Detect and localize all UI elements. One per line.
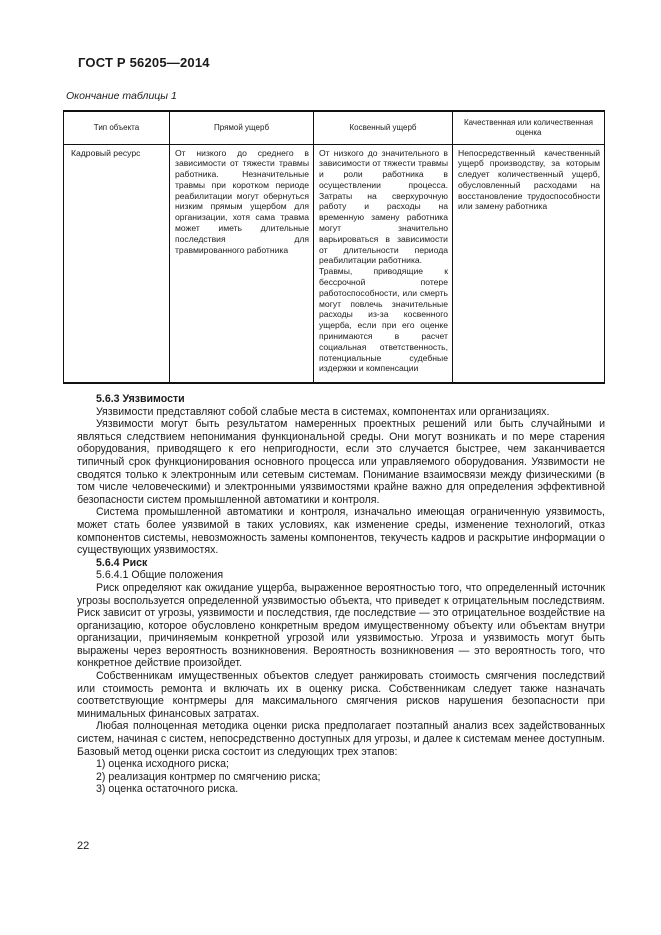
cell-object-type: Кадровый ресурс [64,144,170,383]
risk-stage-item-3: 3) оценка остаточного риска. [96,783,239,796]
page-number: 22 [77,840,90,852]
section-heading-5-6-3: 5.6.3 Уязвимости [96,393,185,405]
paragraph-risk-methodology: Любая полноценная методика оценки риска предполагает поэтапный анализ всех задействованных систем, начиная с систем, непосредственно доступных для угрозы, и далее к системам менее доступным. Базовый метод оценки риска состоит из следующих трех этапов: [77,720,605,758]
paragraph-system-vulnerability-conditions: Система промышленной автоматики и контроля, изначально имеющая ограниченную уязвимость, может стать более уязвимой в таких условиях, как изменение среды, изменение технологий, отказ компонентов системы, невозможность замены компонентов, текучесть кадров и раскрытие информации о существующих уязвимостях. [77,506,605,557]
cell-indirect-damage [314,144,453,383]
risk-stage-item-1: 1) оценка исходного риска; [96,758,229,771]
table-header-row [64,111,605,144]
damage-assessment-table [63,110,605,384]
section-heading-5-6-4-1: 5.6.4.1 Общие положения [96,569,224,582]
column-header-object-type: Тип объекта [64,111,170,144]
document-body [77,393,605,796]
column-header-assessment: Качественная или количественная оценка [453,111,605,144]
paragraph-risk-definition: Риск определяют как ожидание ущерба, выраженное вероятностью того, что определенный источник угрозы воспользуется определенной уязвимостью объекта, что приведет к отрицательным последствиям. Риск зависит от угрозы, уязвимости и последствия, где последствие — это отрицательное воздействие на организацию, которое обусловлено конкретным вредом имущественному объекту или объектам внутри организации, причиняемым конкретной угрозой или уязвимостью. Угроза и уязвимость могут быть выражены через вероятность возникновения. Вероятность возникновения — это вероятность того, что конкретное действие произойдет. [77,581,605,670]
paragraph-vulnerabilities-origin: Уязвимости могут быть результатом намеренных проектных решений или быть случайными и являться следствием непонимания функциональной среды. Они могут возникать и по мере старения оборудования, приводящего к его непригодности, если это случается быстрее, чем заканчивается типичный срок функционирования основного процесса или управляемого оборудования. Уязвимости не сводятся только к электронным или сетевым системам. Понимание взаимосвязи между физическими (в том числе человеческими) и электронными уязвимостями крайне важно для определения эффективной безопасности систем промышленной автоматики и контроля. [77,418,605,506]
section-heading-5-6-4: 5.6.4 Риск [96,556,148,569]
risk-stage-item-2: 2) реализация контрмер по смягчению риска; [96,770,321,783]
paragraph-vulnerabilities-definition: Уязвимости представляют собой слабые места в системах, компонентах или организациях. [96,405,550,418]
cell-assessment: Непосредственный качественный ущерб производству, за которым следует количественный ущерб, обусловленный расходами на восстановление трудоспособности или замену работника [453,144,605,383]
table-row [64,144,605,383]
cell-direct-damage: От низкого до среднего в зависимости от тяжести травмы работника. Незначительные травмы при коротком периоде реабилитации могут обернуться низким прямым ущербом для организации, хотя сама травма может иметь длительные последствия для травмированного работника [170,144,314,383]
column-header-direct-damage: Прямой ущерб [170,111,314,144]
column-header-indirect-damage: Косвенный ущерб [314,111,453,144]
indirect-damage-paragraph-1: От низкого до значительного в зависимости от тяжести травмы и роли работника в осуществлении процесса. Затраты на сверхурочную работу и расходы на временную замену работника могут значительно варьироваться в зависимости от длительности периода реабилитации работника. [319,147,448,266]
paragraph-owners-ranking: Собственникам имущественных объектов следует ранжировать стоимость смягчения последствий или стоимость ремонта и включать их в оценку риска. Собственникам следует также назначать соответствующие контрмеры для максимального смягчения рисков нарушения безопасности при минимальных финансовых затратах. [77,670,605,720]
indirect-damage-paragraph-2: Травмы, приводящие к бессрочной потере работоспособности, или смерть могут повлечь значительные расходы из-за косвенного ущерба, если при его оценке принимаются в расчет социальная ответственность, потенциальные судебные издержки и компенсации [319,266,448,374]
table-caption: Окончание таблицы 1 [66,90,177,102]
doc-number: ГОСТ Р 56205—2014 [78,55,210,70]
